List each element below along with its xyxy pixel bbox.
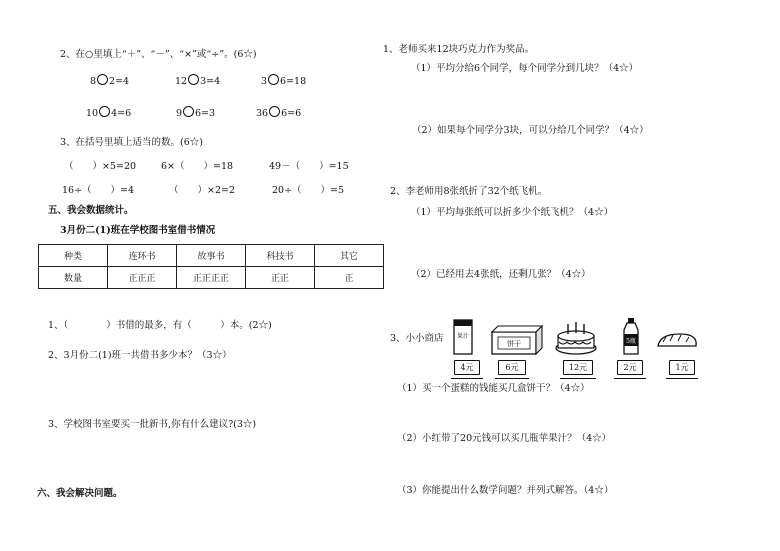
q2-title: 2、在○里填上“＋”、“－”、“×”或“÷”。(6☆) — [60, 49, 257, 60]
price-tag: 2元 — [617, 360, 643, 375]
q3-blank[interactable]: 20÷（ ）=5 — [272, 185, 345, 196]
table-cell: 正 — [315, 267, 384, 289]
table-header-cell: 连环书 — [108, 245, 177, 267]
juice-box-icon — [454, 320, 472, 354]
problem2-title: 2、李老师用8张纸折了32个纸飞机。 — [390, 186, 548, 197]
table-header-cell: 种类 — [39, 245, 108, 267]
q3-blank[interactable]: （ ）×5=20 — [64, 161, 137, 172]
q2-item: 8 2=4 — [90, 76, 130, 87]
problem1-title: 1、老师买来12块巧克力作为奖品。 — [383, 44, 535, 55]
problem3-sub2: （2）小红带了20元钱可以买几瓶苹果汁？（4☆） — [397, 433, 612, 444]
table-header-cell: 故事书 — [177, 245, 246, 267]
q2-item: 3 6=18 — [261, 76, 307, 87]
cake-icon — [556, 322, 596, 354]
shop-items-illustration — [448, 316, 698, 358]
problem3-sub3: （3）你能提出什么数学问题？并列式解答。（4☆） — [397, 485, 614, 496]
q3-blank[interactable]: （ ）×2=2 — [169, 185, 236, 196]
answer-circle[interactable] — [188, 74, 199, 85]
stat-question-2: 2、3月份二(1)班一共借书多少本？（3☆） — [48, 350, 232, 361]
problem3-sub1: （1）买一个蛋糕的钱能买几盒饼干？（4☆） — [397, 383, 590, 394]
q3-blank[interactable]: 16÷（ ）=4 — [62, 185, 135, 196]
problem1-sub2: （2）如果每个同学分3块，可以分给几个同学？（4☆） — [412, 125, 649, 136]
problem3-title: 3、小小商店 — [390, 333, 444, 344]
section6-heading: 六、我会解决问题。 — [37, 488, 123, 499]
svg-text:饼干: 饼干 — [507, 340, 521, 348]
section5-heading: 五、我会数据统计。 — [48, 205, 134, 216]
svg-text:5瓶: 5瓶 — [626, 338, 636, 345]
q2-item: 12 3=4 — [175, 76, 221, 87]
problem2-sub1: （1）平均每张纸可以折多少个纸飞机？（4☆） — [411, 207, 614, 218]
answer-circle[interactable] — [183, 106, 194, 117]
biscuit-box-icon — [492, 326, 542, 354]
problem2-sub2: （2）已经用去4张纸，还剩几张？（4☆） — [411, 269, 591, 280]
svg-text:果汁: 果汁 — [456, 333, 470, 340]
answer-circle[interactable] — [269, 106, 280, 117]
table-row — [39, 245, 384, 267]
table-cell: 正正 — [246, 267, 315, 289]
q2-item: 36 6=6 — [256, 108, 302, 119]
q2-item: 9 6=3 — [176, 108, 216, 119]
stat-question-3: 3、学校图书室要买一批新书,你有什么建议?(3☆) — [48, 419, 257, 430]
problem1-sub1: （1）平均分给6个同学，每个同学分到几块？（4☆） — [411, 63, 639, 74]
price-tag: 4元 — [454, 360, 480, 375]
price-tag: 1元 — [669, 360, 695, 375]
table-cell: 数量 — [39, 267, 108, 289]
price-tag: 6元 — [498, 360, 526, 375]
q2-item: 10 4=6 — [86, 108, 132, 119]
table-header-cell: 科技书 — [246, 245, 315, 267]
answer-circle[interactable] — [268, 74, 279, 85]
table-cell: 正正正正 — [177, 267, 246, 289]
table-cell: 正正正 — [108, 267, 177, 289]
answer-circle[interactable] — [97, 74, 108, 85]
stat-question-1: 1、（ ）书借的最多，有（ ）本。(2☆) — [48, 320, 272, 331]
table-header-cell: 其它 — [315, 245, 384, 267]
q3-title: 3、在括号里填上适当的数。(6☆) — [60, 137, 204, 148]
table-title: 3月份二(1)班在学校图书室借书情况 — [60, 225, 216, 236]
answer-circle[interactable] — [99, 106, 110, 117]
stats-table — [38, 244, 384, 289]
juice-bottle-icon — [624, 318, 638, 354]
table-row — [39, 267, 384, 289]
price-tag: 12元 — [563, 360, 593, 375]
bread-icon — [658, 334, 696, 346]
q3-blank[interactable]: 6×（ ）=18 — [161, 161, 234, 172]
q3-blank[interactable]: 49－（ ）=15 — [269, 161, 349, 172]
